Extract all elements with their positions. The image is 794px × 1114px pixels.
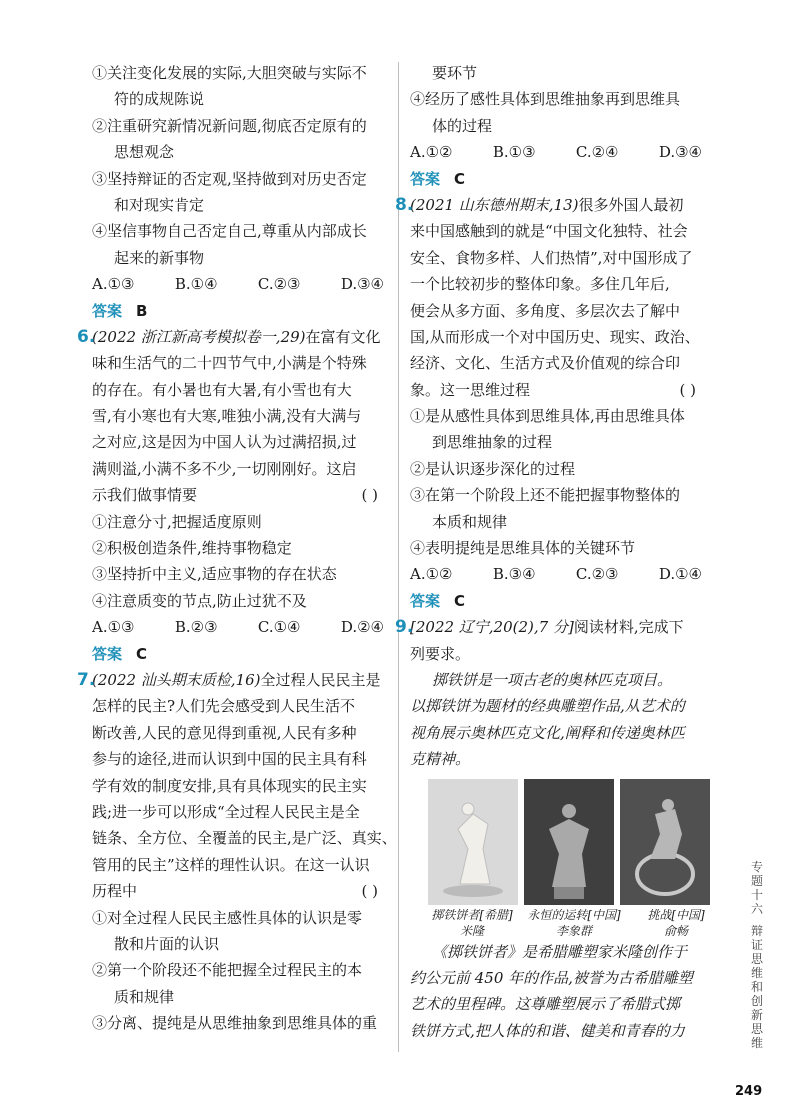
q5-option-3: ③坚持辩证的否定观,坚持做到对历史否定: [92, 169, 367, 188]
sculpture-challenge-photo: [620, 779, 710, 905]
q7-option-4: ④经历了感性具体到思维抽象再到思维具: [410, 90, 681, 109]
q5-option-4: ④坚信事物自己否定自己,尊重从内部成长: [92, 222, 367, 241]
q5-options: ①关注变化发展的实际,大胆突破与实际不 符的成规陈说 ②注重研究新情况新问题,彻底否定原有的 思想观念 ③坚持辩证的否定观,坚持做到对历史否定 和对现实肯定 ④坚信事物自己否定自己,尊重从内部成长 起来的新事物: [92, 60, 392, 271]
q6-choices: A.①③ B.②③ C.①④ D.②④: [92, 618, 384, 637]
question-number: 9.: [395, 617, 414, 638]
q5-choices: A.①③ B.①④ C.②③ D.③④: [92, 275, 384, 294]
q6-answer: 答案 C: [92, 644, 148, 663]
answer-label: 答案: [92, 301, 123, 320]
q7-option-3: ③分离、提纯是从思维抽象到思维具体的重: [92, 1014, 378, 1033]
q6-option-2: ②积极创造条件,维持事物稳定: [92, 539, 292, 558]
q9-material-body: 《掷铁饼者》是希腊雕塑家米隆创作于 约公元前 450 年的作品,被誉为古希腊雕塑 艺术的里程碑。这尊雕塑展示了希腊式掷 铁饼方式,把人体的和谐、健美和青春的力: [410, 942, 693, 1040]
question-7: 7. (2022 汕头期末质检,16)全过程人民民主是 怎样的民主?人们先会感受到人民生活不 断改善,人民的意见得到重视,人民有多种 参与的途径,进而认识到中国的民主具有科 学有效的制度安排,具有具体现实的民主实 践;进一步可以形成“全过程人民民主是全 链条、全方位、全覆盖的民主,是广泛、真实、 管用的民主”这样的理性认识。在这一认识 历程中 ( ) ①对全过程人民民主感性具体的认识是零 散和片面的认识 ②第一个阶段还不能把握全过程民主的本 质和规律 ③分离、提纯是从思维抽象到思维具体的重: [92, 667, 392, 1036]
question-source: [2022 辽宁,20(2),7 分]: [410, 618, 574, 637]
q8-option-1: ①是从感性具体到思维具体,再由思维具体: [410, 407, 685, 426]
photo-captions: [424, 907, 724, 939]
q7-option-2: ②第一个阶段还不能把握全过程民主的本: [92, 961, 363, 980]
answer-blank: ( ): [361, 486, 378, 505]
question-source: (2021 山东德州期末,13): [410, 195, 579, 214]
sculpture-eternal-rotation-photo: [524, 779, 614, 905]
question-number: 8.: [395, 194, 414, 215]
page-number: 249: [735, 1084, 763, 1099]
q5-option-1: ①关注变化发展的实际,大胆突破与实际不: [92, 64, 367, 82]
q6-option-3: ③坚持折中主义,适应事物的存在状态: [92, 565, 337, 584]
question-source: (2022 汕头期末质检,16): [92, 670, 261, 689]
left-column: [77, 60, 397, 1036]
answer-blank: ( ): [679, 380, 696, 399]
caption-2: 永恒的运转[中国] 李象群: [527, 907, 621, 938]
q7-option-1: ①对全过程人民民主感性具体的认识是零: [92, 908, 363, 927]
question-number: 7.: [77, 669, 96, 690]
caption-1: 掷铁饼者[希腊] 米隆: [431, 907, 513, 938]
question-8: 8. (2021 山东德州期末,13)很多外国人最初 来中国感触到的就是“中国文化独特、社会 安全、食物多样、人们热情”,对中国形成了 一个比较初步的整体印象。多住几年后, 便会从多方面、多角度、多层次去了解中 国,从而形成一个对中国历史、现实、政治、 经济、文化、生活方式及价值观的综合印 象。这一思维过程 ( ) ①是从感性具体到思维具体,再由思维具体 到思维抽象的过程 ②是认识逐步深化的过程 ③在第一个阶段上还不能把握事物整体的 本质和规律 ④表明提纯是思维具体的关键环节 A.①② B.③④ C.②③ D.①④ 答案 C: [410, 192, 710, 614]
q6-option-4: ④注意质变的节点,防止过犹不及: [92, 591, 307, 610]
q5-answer: 答案 B: [92, 298, 392, 324]
sculpture-photos: [428, 779, 710, 905]
answer-blank: ( ): [361, 882, 378, 901]
right-column: 要环节 ④经历了感性具体到思维抽象再到思维具 体的过程 A.①② B.①③ C.②④ D.③④ 答案 C 8. (2021 山东德州期末,13)很多外国人最初 来中国感触到的就是“中国文化独特、社会 安全、食物多样、人们热情”,对中国形成了 一个比较初步的整体印象。多住几年后, 便会从多方面、多角度、多层次去了解中 国,从而形成一个对中国历史、现实、政治、 经济、文化、生活方式及价值观的综合印 象。这一思维过程 ( ) ①是从感性具体到思维具体,再由思维具体 到思维抽象的过程 ②是认识逐步深化的过程 ③在第一个阶段上还不能把握事物整体的 本质和规律 ④表明提纯是思维具体的关键环节 A.①② B.③④ C.②③ D.①④ 答案 C 9. [2022 辽宁,20(2),7 分]阅读材料,完成下 列要求。 掷铁饼是一项古老的奥林匹克项目。 以掷铁饼为题材的经典雕塑作品,从艺术的 视角展示奥林匹克文化,阐释和传递奥林匹 克精神。 掷铁饼者[希腊] 米隆 永恒的运转[中国] 李象群 挑战[中国] 俞畅 《掷铁饼者》是希腊雕塑家米隆创作于 约公元前 450 年的作品,被誉为古希腊雕塑 艺术的里程碑。这尊雕塑展示了希腊式掷 铁饼方式,把人体的和谐、健美和青春的力: [410, 60, 710, 1044]
question-9: 9. [2022 辽宁,20(2),7 分]阅读材料,完成下 列要求。 掷铁饼是一项古老的奥林匹克项目。 以掷铁饼为题材的经典雕塑作品,从艺术的 视角展示奥林匹克文化,阐释和传递奥林匹 克精神。 掷铁饼者[希腊] 米隆 永恒的运转[中国] 李象群 挑战[中国] 俞畅 《掷铁饼者》是希腊雕塑家米隆创作于 约公元前 450 年的作品,被誉为古希腊雕塑 艺术的里程碑。这尊雕塑展示了希腊式掷 铁饼方式,把人体的和谐、健美和青春的力: [410, 614, 710, 1044]
question-6: 6. (2022 浙江新高考模拟卷一,29)在富有文化 味和生活气的二十四节气中,小满是个特殊 的存在。有小暑也有大暑,有小雪也有大 雪,有小寒也有大寒,唯独小满,没有大满与 之对应,这是因为中国人认为过满招损,过 满则溢,小满不多不少,一切刚刚好。这启 示我们做事情要 ( ) ①注意分寸,把握适度原则 ②积极创造条件,维持事物稳定 ③坚持折中主义,适应事物的存在状态 ④注意质变的节点,防止过犹不及 A.①③ B.②③ C.①④ D.②④ 答案 C: [92, 324, 392, 667]
chapter-sidebar: 专 题 十 六 辩 证 思 维 和 创 新 思 维: [750, 860, 763, 1050]
q9-material-intro: 掷铁饼是一项古老的奥林匹克项目。 以掷铁饼为题材的经典雕塑作品,从艺术的 视角展示奥林匹克文化,阐释和传递奥林匹 克精神。: [410, 670, 685, 769]
q8-answer: 答案 C: [410, 591, 466, 610]
sculpture-discobolus-photo: [428, 779, 518, 905]
q7-choices: A.①② B.①③ C.②④ D.③④: [410, 143, 702, 162]
caption-3: 挑战[中国] 俞畅: [647, 907, 705, 938]
q7-answer: 答案 C: [410, 169, 466, 188]
question-number: 6.: [77, 326, 96, 347]
q8-option-4: ④表明提纯是思维具体的关键环节: [410, 539, 636, 558]
question-source: (2022 浙江新高考模拟卷一,29): [92, 327, 306, 346]
q6-option-1: ①注意分寸,把握适度原则: [92, 512, 262, 531]
q8-option-3: ③在第一个阶段上还不能把握事物整体的: [410, 486, 681, 505]
q8-option-2: ②是认识逐步深化的过程: [410, 459, 576, 478]
q5-option-2: ②注重研究新情况新问题,彻底否定原有的: [92, 116, 367, 135]
q8-choices: A.①② B.③④ C.②③ D.①④: [410, 565, 702, 584]
